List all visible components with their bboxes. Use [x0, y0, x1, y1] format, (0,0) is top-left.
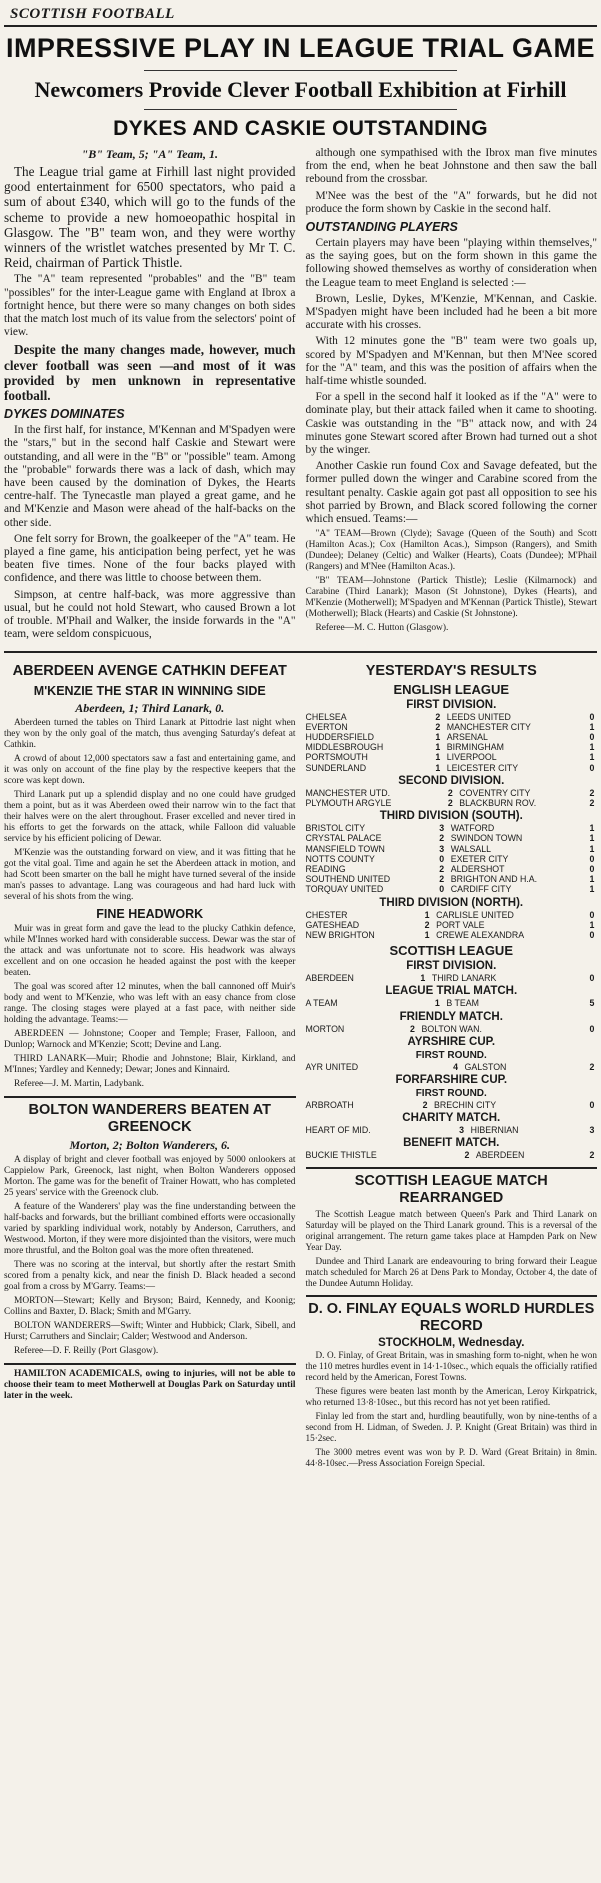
result-row	[306, 798, 598, 808]
story-paragraph: The 3000 metres event was won by P. D. Ward (Great Britain) in 8min. 44·8-10sec.—Press Association Foreign Special.	[305, 1446, 597, 1468]
away-score: 0	[589, 1023, 595, 1034]
results-table	[306, 823, 598, 894]
rearranged-headline: SCOTTISH LEAGUE MATCH REARRANGED	[354, 1172, 548, 1206]
headline-rule	[144, 70, 457, 71]
away-score: 1	[589, 823, 595, 834]
home-score: 2	[447, 787, 453, 798]
referee-line: Referee—D. F. Reilly (Port Glasgow).	[14, 1345, 159, 1356]
section-tag: SCOTTISH FOOTBALL	[4, 0, 597, 27]
away-team: ALDERSHOT	[450, 863, 505, 874]
result-row	[306, 920, 598, 930]
home-score: 2	[424, 919, 430, 930]
results-table	[306, 1062, 598, 1072]
division-title: FRIENDLY MATCH.	[399, 1010, 503, 1023]
story-paragraph: A crowd of about 12,000 spectators saw a fast and entertaining game, and it was only on account of the fine play by the respective keepers that the score was kept down.	[4, 753, 296, 786]
away-score: 2	[589, 787, 595, 798]
result-row	[306, 910, 598, 920]
away-team: BRECHIN CITY	[434, 1099, 497, 1110]
division-title: FIRST DIVISION.	[406, 960, 497, 973]
finlay-dateline: STOCKHOLM, Wednesday.	[378, 1336, 525, 1349]
section-divider	[4, 1096, 296, 1098]
home-score: 1	[424, 929, 430, 940]
story-paragraph: M'Kenzie was the outstanding forward on view, and it was fitting that he got the vital goal. Time and again he set the Aberdeen attack in motion, and had Scott been smarter on the ball he might have turned several of the inside man's passes to advantage. Lang was courageous and had hard luck with several of his shots from the wing.	[4, 847, 296, 902]
away-score: 0	[589, 853, 595, 864]
result-row	[306, 930, 598, 940]
hamilton-note: HAMILTON ACADEMICALS, owing to injuries, will not be able to choose their team to meet Motherwell at Douglas Park on Saturday until later in the week.	[4, 1368, 296, 1401]
story-paragraph: Third Lanark put up a splendid display and no one could have grudged them a point, but as it was Aberdeen owed their narrow win to the fact that their halves were on the alert throughout. Fraser excelled and never tired in his efforts to get the forwards on the attack, while Falloon did valuable service by his efficient policing of Dewar.	[4, 789, 296, 844]
results-table	[306, 998, 598, 1008]
home-team: CHESTER	[305, 909, 348, 920]
home-team: MIDDLESBROUGH	[305, 742, 384, 753]
away-score: 0	[589, 973, 595, 984]
result-row	[306, 732, 598, 742]
lower-col-right	[306, 659, 598, 1472]
results-table	[306, 788, 598, 808]
main-story	[4, 147, 597, 645]
story-paragraph: A display of bright and clever football was enjoyed by 5000 onlookers at Cappielow Park, Greenock, last night, when Bolton Wanderers opposed Morton. The game was for the benefit of Trainer Howatt, who has completed 25 years' service with the Greenock club.	[4, 1154, 296, 1198]
headline-rule	[144, 109, 457, 110]
story-paragraph: These figures were beaten last month by the American, Leroy Kirkpatrick, who returned 13·8·10sec., but this record has not yet been ratified.	[305, 1385, 597, 1407]
story-paragraph: Simpson, at centre half-back, was more aggressive than usual, but he could not hold Stewart, who caused Brown a lot of trouble. M'Phail and Walker, the inside forwards in the "A" team, were seldom conspicuous,	[4, 588, 296, 641]
section-divider	[306, 1295, 598, 1297]
away-score: 1	[589, 874, 595, 885]
home-score: 1	[434, 998, 440, 1009]
away-score: 0	[589, 1099, 595, 1110]
home-score: 2	[439, 874, 445, 885]
story-paragraph: The Scottish League match between Queen's Park and Third Lanark on Saturday will be played on the Third Lanark ground. This is a reversal of the original arrangement. The return game takes place at Hampden Park on New Year Day.	[305, 1208, 597, 1252]
away-score: 1	[589, 721, 595, 732]
lower-col-left	[4, 659, 296, 1472]
home-score: 1	[435, 762, 441, 773]
result-row	[306, 823, 598, 833]
trial-score-line: "B" Team, 5; "A" Team, 1.	[81, 147, 218, 161]
away-team: EXETER CITY	[450, 853, 509, 864]
away-score: 2	[589, 1061, 595, 1072]
division-title: SECOND DIVISION.	[398, 774, 505, 787]
home-team: MORTON	[305, 1023, 345, 1034]
away-score: 1	[589, 752, 595, 763]
home-score: 1	[435, 731, 441, 742]
result-row	[306, 1150, 598, 1160]
story-paragraph: With 12 minutes gone the "B" team were two goals up, scored by M'Spadyen and M'Kennan, but then M'Nee scored for the "A" team, and this was the position of affairs when the half-time whistle sounded.	[305, 335, 597, 388]
away-team: CARLISLE UNITED	[436, 909, 514, 920]
home-team: MANCHESTER UTD.	[305, 787, 391, 798]
home-score: 2	[464, 1150, 470, 1161]
story-paragraph: There was no scoring at the interval, but shortly after the restart Smith scored from a penalty kick, and near the finish D. Black headed a second goal from a cross by M'Garry. Teams:—	[4, 1259, 296, 1292]
main-story-col-right	[306, 147, 598, 645]
home-score: 2	[435, 721, 441, 732]
result-row	[306, 973, 598, 983]
home-score: 3	[439, 823, 445, 834]
story-paragraph: A feature of the Wanderers' play was the fine understanding between the half-backs and forwards, but the brilliant combined efforts were occasionally varied by sparkling individual work, notably by Anderson, Carruthers, and Westwood. Morton, if they were more disjointed than the visitors, were much more thrustful, and the Bolton goal was the more often threatened.	[4, 1201, 296, 1256]
home-team: NEW BRIGHTON	[305, 929, 375, 940]
story-paragraph: The "A" team represented "probables" and the "B" team "possibles" for the inter-League game with England at Ibrox a fortnight hence, but there were so many changes on both sides that the match lost much of its value from the selectors' point of view.	[4, 273, 296, 339]
away-team: PORT VALE	[436, 919, 485, 930]
results-table	[306, 1100, 598, 1110]
main-subheadline: Newcomers Provide Clever Football Exhibition at Firhill	[34, 77, 567, 102]
story-paragraph: The goal was scored after 12 minutes, when the ball cannoned off Muir's body and went to M'Kenzie, who was left with an easy chance from close range. The closing stages were played at a fast pace, with neither side holding the advantage. Teams:—	[4, 981, 296, 1025]
home-score: 2	[439, 833, 445, 844]
away-score: 1	[589, 742, 595, 753]
result-row	[306, 752, 598, 762]
referee-line: Referee—J. M. Martin, Ladybank.	[14, 1078, 144, 1089]
section-divider	[4, 1363, 296, 1365]
home-score: 2	[447, 797, 453, 808]
story-paragraph: Aberdeen turned the tables on Third Lanark at Pittodrie last night when they won by the only goal of the match, thus avenging Saturday's defeat at Cathkin.	[4, 717, 296, 750]
story-paragraph: Despite the many changes made, however, much clever football was seen —and most of it was provided by men unknown in representative football.	[4, 342, 296, 404]
result-row	[306, 833, 598, 843]
home-score: 3	[439, 843, 445, 854]
aberdeen-headline: ABERDEEN AVENGE CATHKIN DEFEAT	[12, 662, 287, 679]
team-listing: MORTON—Stewart; Kelly and Bryson; Baird, Kennedy, and Koonig; Collins and Baxter, D. Black; Smith and M'Garry.	[4, 1295, 296, 1317]
story-paragraph: Muir was in great form and gave the lead to the plucky Cathkin defence, while M'Innes worked hard with considerable success. Dewar was the star of the attack and was unfortunate not to score. His headwork was always excellent and on one occasion he headed against the post with the keeper beaten.	[4, 923, 296, 978]
bolton-score: Morton, 2; Bolton Wanderers, 6.	[69, 1137, 231, 1152]
away-score: 2	[589, 1150, 595, 1161]
finlay-headline: D. O. FINLAY EQUALS WORLD HURDLES RECORD	[308, 1300, 595, 1334]
away-team: MANCHESTER CITY	[446, 721, 531, 732]
story-paragraph: although one sympathised with the Ibrox man five minutes from the end, when he beat Johnstone and then saw the ball rebound from the crossbar.	[305, 147, 597, 186]
section-divider	[4, 651, 597, 653]
home-team: SUNDERLAND	[305, 762, 367, 773]
home-team: PORTSMOUTH	[305, 752, 368, 763]
story-paragraph: One felt sorry for Brown, the goalkeeper of the "A" team. He played a fine game, his anticipation being perfect, yet he was beaten five times. None of the four backs played with confidence, and there was little to choose between them.	[4, 532, 296, 585]
away-score: 0	[589, 909, 595, 920]
home-score: 1	[420, 973, 426, 984]
home-score: 2	[422, 1099, 428, 1110]
away-score: 1	[589, 884, 595, 895]
result-row	[306, 844, 598, 854]
home-team: HUDDERSFIELD	[305, 731, 374, 742]
team-listing: "B" TEAM—Johnstone (Partick Thistle); Leslie (Kilmarnock) and Carabine (Third Lanark); Mason (St Johnstone), Dykes (Hearts), and M'Kenzie (Motherwell); M'Spadyen and M'Kennan (Partick Thistle), Stewart (Motherwell); Black (Hearts) and Caskie (St Johnstone).	[305, 576, 597, 620]
away-team: LIVERPOOL	[446, 752, 497, 763]
away-score: 3	[589, 1125, 595, 1136]
home-score: 2	[410, 1023, 415, 1034]
section-divider	[306, 1167, 598, 1169]
results-title: YESTERDAY'S RESULTS	[365, 662, 537, 679]
subhead-outstanding-players: OUTSTANDING PLAYERS	[305, 220, 458, 235]
home-score: 2	[439, 863, 445, 874]
scottish-league-title: SCOTTISH LEAGUE	[389, 943, 513, 959]
home-team: BRISTOL CITY	[305, 823, 366, 834]
story-paragraph: Finlay led from the start and, hurdling beautifully, won by nine-tenths of a second from H. Lidman, of Sweden. J. P. Knight (Great Britain) was third in 15·2sec.	[305, 1410, 597, 1443]
away-team: BOLTON WAN.	[421, 1023, 482, 1034]
story-paragraph: In the first half, for instance, M'Kennan and M'Spadyen were the "stars," but in the second half Caskie and Stewart were outstanding, and all were in the "B" or "possible" team. Among the "probable" forwards there was a lack of dash, which may have been caused by the domination of Dykes, the Hearts centre-half. The Tynecastle man played a great game, and he and M'Kenzie and Mason were ahead of the half-backs on the other side.	[4, 424, 296, 529]
home-team: ABERDEEN	[305, 973, 354, 984]
english-league-title: ENGLISH LEAGUE	[393, 681, 510, 697]
division-title: FORFARSHIRE CUP.	[395, 1073, 508, 1086]
home-score: 1	[424, 909, 430, 920]
story-paragraph: For a spell in the second half it looked as if the "A" were to dominate play, but their attack failed when it came to shooting. Caskie was outstanding in the "B" attack now, and with 24 minutes gone Stewart scored after Brown had turned out a shot by the winger.	[305, 391, 597, 457]
subhead-fine-headwork: FINE HEADWORK	[96, 906, 204, 921]
division-title: BENEFIT MATCH.	[403, 1137, 500, 1150]
results-table	[306, 910, 598, 941]
home-team: MANSFIELD TOWN	[305, 843, 385, 854]
away-score: 0	[589, 711, 595, 722]
division-title: THIRD DIVISION (SOUTH).	[379, 810, 523, 823]
result-row	[306, 854, 598, 864]
away-team: ARSENAL	[446, 731, 488, 742]
result-row	[306, 742, 598, 752]
division-title: THIRD DIVISION (NORTH).	[379, 896, 524, 909]
main-story-col-left	[4, 147, 296, 645]
away-team: THIRD LANARK	[431, 973, 497, 984]
round-title: FIRST ROUND.	[415, 1087, 487, 1099]
home-team: BUCKIE THISTLE	[305, 1150, 377, 1161]
home-team: CHELSEA	[305, 711, 347, 722]
home-team: A TEAM	[305, 998, 338, 1009]
subhead-dykes-dominates: DYKES DOMINATES	[4, 407, 125, 422]
lower-section	[4, 659, 597, 1472]
away-team: ABERDEEN	[475, 1150, 525, 1161]
away-team: B TEAM	[446, 998, 479, 1009]
results-table	[306, 973, 598, 983]
round-title: FIRST ROUND.	[415, 1049, 487, 1061]
division-title: AYRSHIRE CUP.	[407, 1035, 496, 1048]
story-paragraph: D. O. Finlay, of Great Britain, was in smashing form to-night, when he won the 110 metres hurdles event in 14·1-10sec., which equals the officially ratified record held by the American, Forest Towns.	[305, 1349, 597, 1382]
home-score: 0	[439, 884, 445, 895]
result-row	[306, 1024, 598, 1034]
result-row	[306, 864, 598, 874]
away-team: CREWE ALEXANDRA	[436, 929, 525, 940]
away-score: 0	[589, 863, 595, 874]
home-team: SOUTHEND UNITED	[305, 874, 391, 885]
team-listing: BOLTON WANDERERS—Swift; Winter and Hubbick; Clark, Sibell, and Hurst; Carruthers and Sinclair; Calder; Westwood and Anderson.	[4, 1320, 296, 1342]
results-table	[306, 1125, 598, 1135]
home-score: 1	[435, 752, 441, 763]
main-deck: DYKES AND CASKIE OUTSTANDING	[113, 117, 488, 140]
referee-line: Referee—M. C. Hutton (Glasgow).	[315, 623, 449, 634]
result-row	[306, 788, 598, 798]
home-score: 4	[453, 1061, 458, 1072]
away-team: BLACKBURN ROV.	[459, 797, 537, 808]
english-results	[306, 699, 598, 941]
home-team: EVERTON	[305, 721, 348, 732]
home-team: READING	[305, 863, 346, 874]
away-score: 0	[589, 731, 595, 742]
result-row	[306, 874, 598, 884]
away-team: CARDIFF CITY	[450, 884, 512, 895]
away-score: 0	[589, 762, 595, 773]
home-team: ARBROATH	[305, 1099, 354, 1110]
away-team: SWINDON TOWN	[450, 833, 523, 844]
story-paragraph: Brown, Leslie, Dykes, M'Kenzie, M'Kennan, and Caskie. M'Spadyen might have been included had he been a bit more accurate with his crosses.	[305, 292, 597, 332]
results-table	[306, 1150, 598, 1160]
home-score: 0	[439, 853, 445, 864]
result-row	[306, 1062, 598, 1072]
result-row	[306, 998, 598, 1008]
away-score: 5	[589, 998, 595, 1009]
away-team: WALSALL	[450, 843, 492, 854]
away-team: COVENTRY CITY	[459, 787, 531, 798]
away-team: LEICESTER CITY	[446, 762, 519, 773]
away-team: WATFORD	[450, 823, 495, 834]
result-row	[306, 1100, 598, 1110]
team-listing: "A" TEAM—Brown (Clyde); Savage (Queen of the South) and Scott (Hamilton Acas.); Cox (Hamilton Acas.), Simpson (Rangers), and Smith (Dundee); Delaney (Celtic) and Walker (Hearts), Coats (Dundee); M'Phail (Rangers) and M'Nee (Hamilton Acas.).	[305, 529, 597, 573]
division-title: FIRST DIVISION.	[406, 698, 497, 711]
home-team: GATESHEAD	[305, 919, 360, 930]
away-score: 2	[589, 797, 595, 808]
home-team: PLYMOUTH ARGYLE	[305, 797, 392, 808]
story-paragraph: Certain players may have been "playing within themselves," as the saying goes, but on the form shown in this game the following showed themselves as worthy of consideration when the League team to meet England is selected :—	[305, 237, 597, 289]
away-score: 1	[589, 919, 595, 930]
story-paragraph: Dundee and Third Lanark are endeavouring to bring forward their League match scheduled for March 26 at Dens Park to Monday, October 4, the date of the Dundee Autumn Holiday.	[305, 1255, 597, 1288]
away-team: BIRMINGHAM	[446, 742, 504, 753]
home-score: 3	[459, 1125, 465, 1136]
result-row	[306, 1125, 598, 1135]
story-paragraph: The League trial game at Firhill last night provided good entertainment for 6500 spectators, who paid a sum of about £340, which will go to the funds of the scheme to provide a new homoeopathic hospital in Glasgow. The "B" team won, and they were worthy winners of the wristlet watches presented by Mr T. C. Reid, chairman of Partick Thistle.	[4, 164, 296, 271]
home-team: NOTTS COUNTY	[305, 853, 375, 864]
away-score: 1	[589, 843, 595, 854]
away-team: BRIGHTON AND H.A.	[450, 874, 538, 885]
result-row	[306, 712, 598, 722]
bolton-headline: BOLTON WANDERERS BEATEN AT GREENOCK	[28, 1101, 271, 1135]
away-score: 0	[589, 929, 595, 940]
aberdeen-score: Aberdeen, 1; Third Lanark, 0.	[75, 700, 225, 715]
home-team: AYR UNITED	[305, 1061, 359, 1072]
team-listing: THIRD LANARK—Muir; Rhodie and Johnstone; Blair, Kirkland, and M'Innes; Yardley and Kennedy; Dewar; Jones and Kinnaird.	[4, 1053, 296, 1075]
result-row	[306, 884, 598, 894]
away-team: HIBERNIAN	[470, 1125, 519, 1136]
division-title: LEAGUE TRIAL MATCH.	[385, 985, 518, 998]
home-team: CRYSTAL PALACE	[305, 833, 382, 844]
result-row	[306, 722, 598, 732]
team-listing: ABERDEEN — Johnstone; Cooper and Temple; Fraser, Falloon, and Dunlop; Warnock and M'Kenzie; Scott; Devine and Lang.	[4, 1028, 296, 1050]
scottish-results	[306, 960, 598, 1160]
story-paragraph: Another Caskie run found Cox and Savage defeated, but the former pulled down the winger and Carabine scored from the resultant penalty. Caskie again got past all opposition to see his shot parried by Brown, and Black scored following the corner which ensued. Teams:—	[305, 460, 597, 526]
away-team: LEEDS UNITED	[446, 711, 511, 722]
story-paragraph: M'Nee was the best of the "A" forwards, but he did not produce the form shown by Caskie in the second half.	[305, 189, 597, 215]
away-team: GALSTON	[464, 1061, 507, 1072]
result-row	[306, 763, 598, 773]
home-score: 1	[435, 742, 441, 753]
division-title: CHARITY MATCH.	[402, 1112, 501, 1125]
aberdeen-subheadline: M'KENZIE THE STAR IN WINNING SIDE	[33, 683, 266, 698]
results-table	[306, 1024, 598, 1034]
home-team: TORQUAY UNITED	[305, 884, 384, 895]
home-team: HEART OF MID.	[305, 1125, 371, 1136]
results-table	[306, 712, 598, 773]
away-score: 1	[589, 833, 595, 844]
main-headline: IMPRESSIVE PLAY IN LEAGUE TRIAL GAME	[5, 33, 596, 63]
home-score: 2	[435, 711, 441, 722]
